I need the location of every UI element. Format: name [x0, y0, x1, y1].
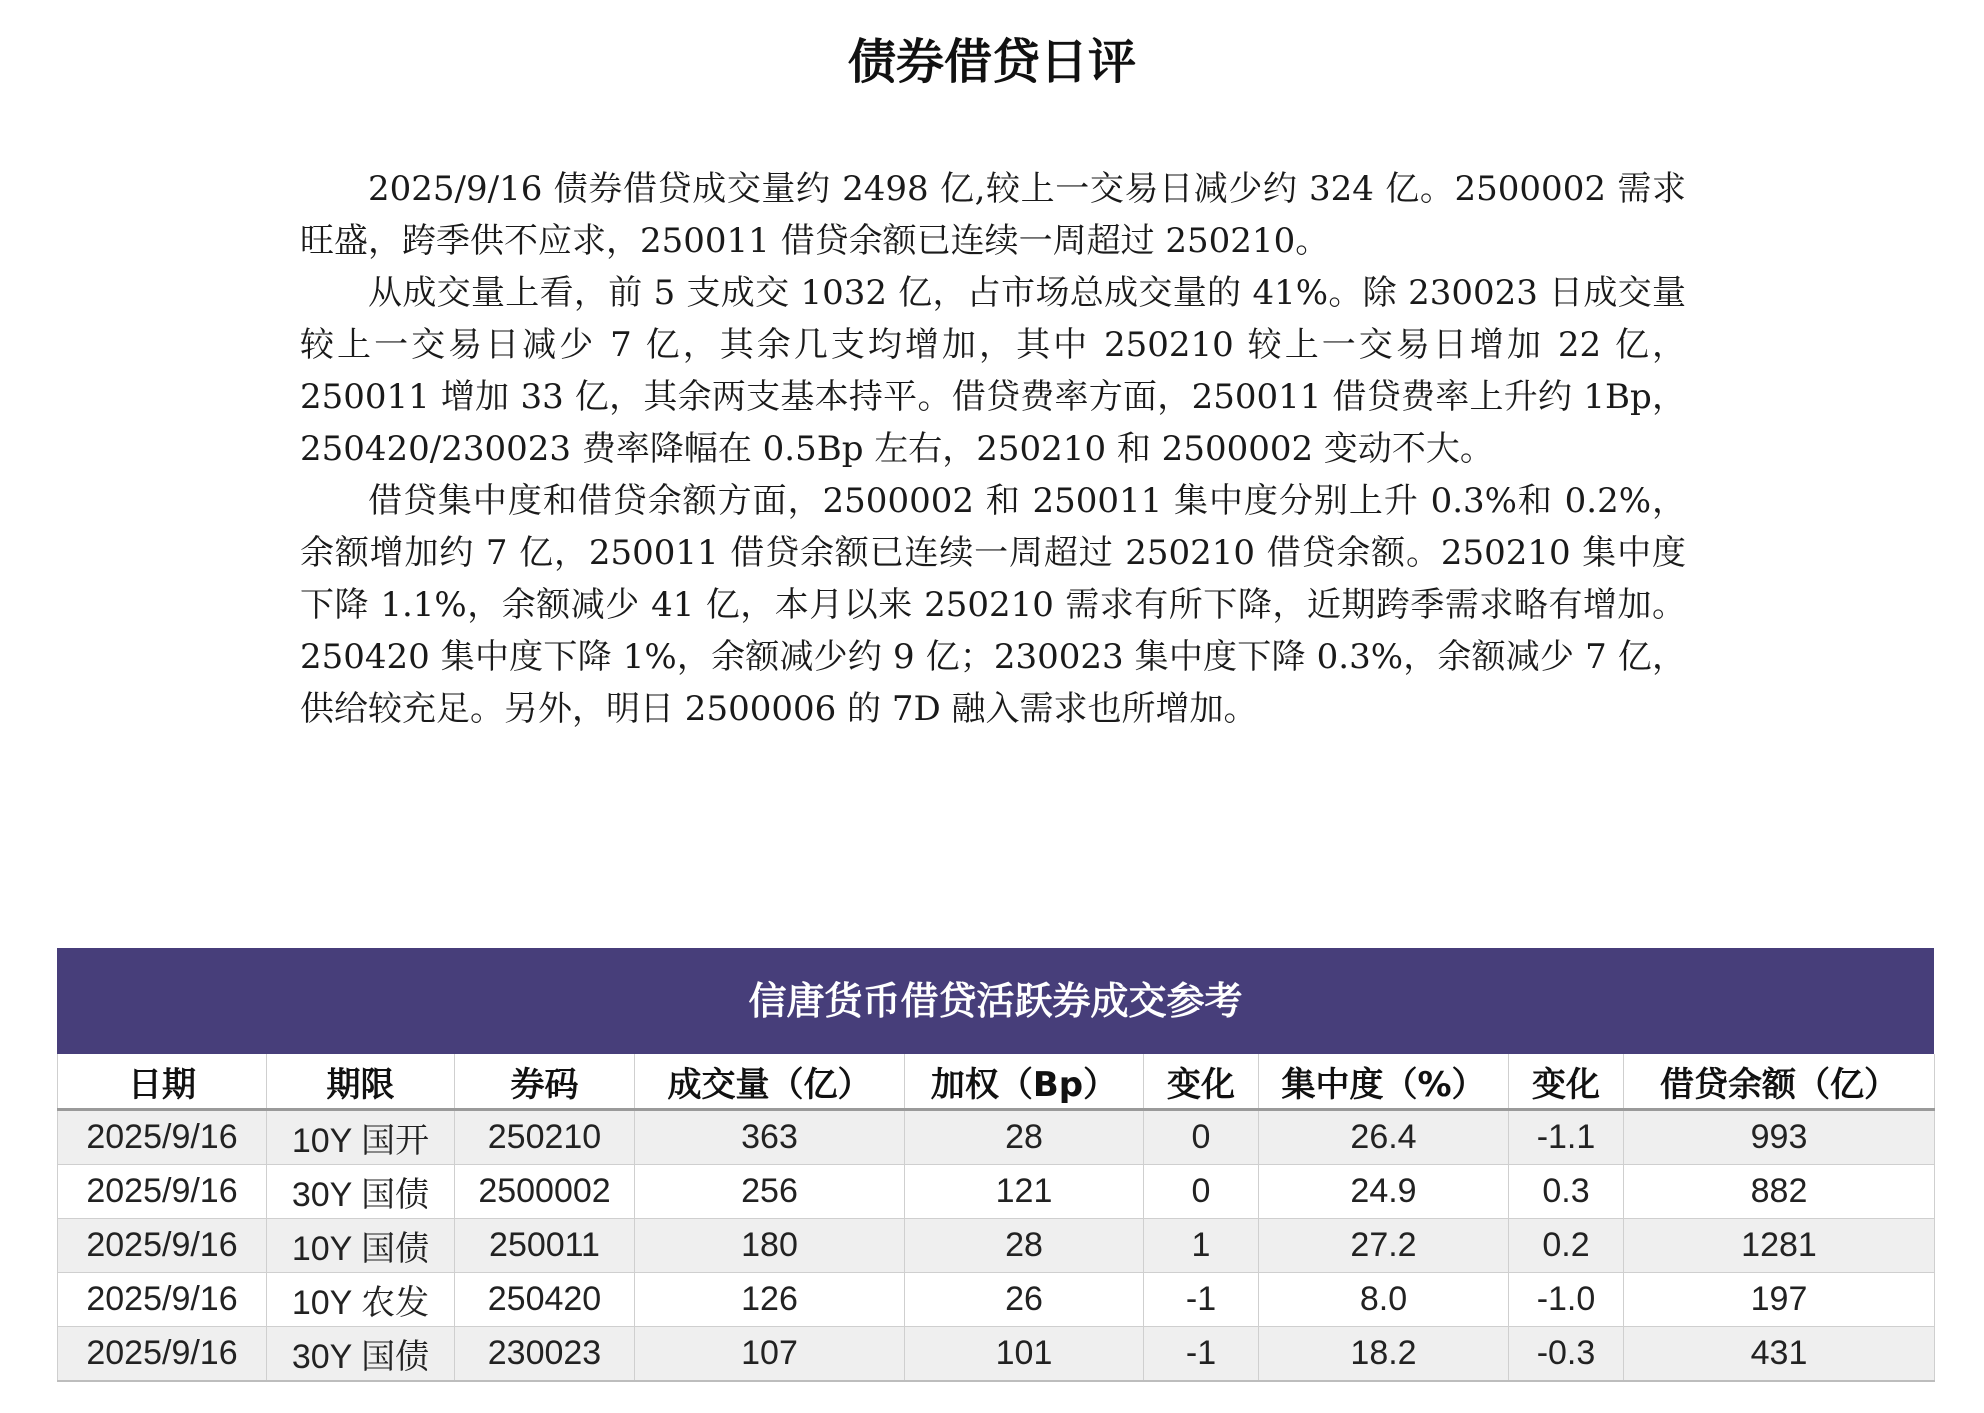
cell-concentration-change: -1.0 — [1509, 1273, 1624, 1327]
cell-date: 2025/9/16 — [58, 1219, 267, 1273]
paragraph-volume: 从成交量上看，前 5 支成交 1032 亿，占市场总成交量的 41%。除 230023 日成交量较上一交易日减少 7 亿，其余几支均增加，其中 250210 较上一交易日增加 22 亿，250011 增加 33 亿，其余两支基本持平。借贷费率方面，250011 借贷费率上升约 1Bp，250420/230023 费率降幅在 0.5Bp 左右，250210 和 2500002 变动不大。 — [300, 273, 1686, 469]
cell-weighted-rate: 101 — [905, 1327, 1144, 1382]
cell-bond-code: 250420 — [455, 1273, 635, 1327]
cell-rate-change: -1 — [1144, 1327, 1259, 1382]
header-rate-change: 变化 — [1144, 1054, 1259, 1110]
active-bonds-table — [57, 1054, 1935, 1382]
cell-rate-change: -1 — [1144, 1273, 1259, 1327]
page-title: 债券借贷日评 — [847, 34, 1136, 90]
cell-tenor: 30Y 国债 — [267, 1165, 455, 1219]
cell-concentration-change: -1.1 — [1509, 1110, 1624, 1165]
cell-concentration: 24.9 — [1259, 1165, 1509, 1219]
cell-concentration: 8.0 — [1259, 1273, 1509, 1327]
cell-concentration: 18.2 — [1259, 1327, 1509, 1382]
header-volume: 成交量（亿） — [635, 1054, 905, 1110]
cell-weighted-rate: 26 — [905, 1273, 1144, 1327]
cell-tenor: 10Y 农发 — [267, 1273, 455, 1327]
cell-weighted-rate: 121 — [905, 1165, 1144, 1219]
table-row — [58, 1165, 1935, 1219]
cell-date: 2025/9/16 — [58, 1165, 267, 1219]
active-bonds-table-section — [57, 948, 1934, 1382]
table-header-row — [58, 1054, 1935, 1110]
header-lending-balance: 借贷余额（亿） — [1624, 1054, 1935, 1110]
cell-lending-balance: 882 — [1624, 1165, 1935, 1219]
cell-lending-balance: 431 — [1624, 1327, 1935, 1382]
table-row — [58, 1110, 1935, 1165]
cell-concentration: 26.4 — [1259, 1110, 1509, 1165]
cell-rate-change: 1 — [1144, 1219, 1259, 1273]
header-concentration-change: 变化 — [1509, 1054, 1624, 1110]
cell-concentration: 27.2 — [1259, 1219, 1509, 1273]
paragraph-summary: 2025/9/16 债券借贷成交量约 2498 亿,较上一交易日减少约 324 亿。2500002 需求旺盛，跨季供不应求，250011 借贷余额已连续一周超过 250210。 — [300, 169, 1686, 261]
cell-weighted-rate: 28 — [905, 1110, 1144, 1165]
table-row — [58, 1327, 1935, 1382]
paragraph-concentration: 借贷集中度和借贷余额方面，2500002 和 250011 集中度分别上升 0.3%和 0.2%，余额增加约 7 亿，250011 借贷余额已连续一周超过 250210 借贷余额。250210 集中度下降 1.1%，余额减少 41 亿，本月以来 250210 需求有所下降，近期跨季需求略有增加。250420 集中度下降 1%，余额减少约 9 亿；230023 集中度下降 0.3%，余额减少 7 亿，供给较充足。另外，明日 2500006 的 7D 融入需求也所增加。 — [300, 481, 1686, 729]
cell-date: 2025/9/16 — [58, 1327, 267, 1382]
cell-bond-code: 250210 — [455, 1110, 635, 1165]
cell-weighted-rate: 28 — [905, 1219, 1144, 1273]
cell-volume: 107 — [635, 1327, 905, 1382]
header-concentration: 集中度（%） — [1259, 1054, 1509, 1110]
table-row — [58, 1219, 1935, 1273]
cell-rate-change: 0 — [1144, 1165, 1259, 1219]
table-title-banner: 信唐货币借贷活跃券成交参考 — [57, 948, 1934, 1054]
cell-tenor: 10Y 国债 — [267, 1219, 455, 1273]
cell-volume: 363 — [635, 1110, 905, 1165]
header-date: 日期 — [58, 1054, 267, 1110]
cell-date: 2025/9/16 — [58, 1110, 267, 1165]
cell-tenor: 30Y 国债 — [267, 1327, 455, 1382]
table-row — [58, 1273, 1935, 1327]
cell-volume: 256 — [635, 1165, 905, 1219]
cell-lending-balance: 1281 — [1624, 1219, 1935, 1273]
cell-tenor: 10Y 国开 — [267, 1110, 455, 1165]
commentary-body — [300, 163, 1686, 735]
header-tenor: 期限 — [267, 1054, 455, 1110]
cell-volume: 126 — [635, 1273, 905, 1327]
header-bond-code: 券码 — [455, 1054, 635, 1110]
cell-date: 2025/9/16 — [58, 1273, 267, 1327]
cell-bond-code: 230023 — [455, 1327, 635, 1382]
cell-bond-code: 250011 — [455, 1219, 635, 1273]
cell-rate-change: 0 — [1144, 1110, 1259, 1165]
header-weighted-rate: 加权（Bp） — [905, 1054, 1144, 1110]
cell-concentration-change: -0.3 — [1509, 1327, 1624, 1382]
cell-lending-balance: 993 — [1624, 1110, 1935, 1165]
cell-lending-balance: 197 — [1624, 1273, 1935, 1327]
cell-bond-code: 2500002 — [455, 1165, 635, 1219]
cell-concentration-change: 0.2 — [1509, 1219, 1624, 1273]
cell-concentration-change: 0.3 — [1509, 1165, 1624, 1219]
cell-volume: 180 — [635, 1219, 905, 1273]
